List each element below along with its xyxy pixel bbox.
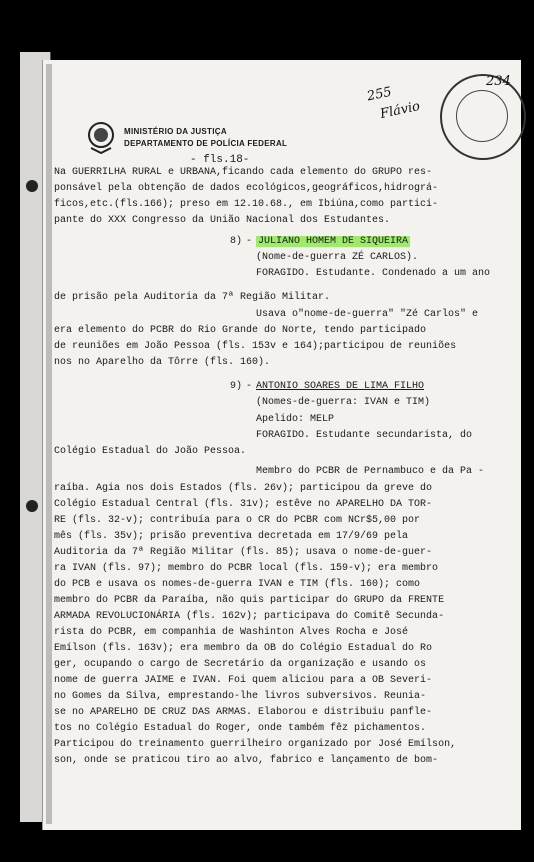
text-line: tos no Colégio Estadual do Roger, onde também fêz pichamentos. [54,723,427,734]
page-fold-shadow [46,64,52,824]
text-line: FORAGIDO. Estudante secundarista, do [256,430,473,441]
dash: - [246,236,253,247]
text-line: mês (fls. 35v); prisão preventiva decretada em 17/9/69 pela [54,531,409,542]
stamp-page-number: 234 [486,74,511,89]
text-line: era elemento do PCBR do Rio Grande do Norte, tendo participado [54,325,427,336]
text-line: Auditoria da 7ª Região Militar (fls. 85); usava o nome-de-guer- [54,547,433,558]
text-line: rista do PCBR, em companhia de Washinton Alves Rocha e José [54,627,409,638]
text-line: ger, ocupando o cargo de Secretário da organização e usando os [54,659,427,670]
department-title: DEPARTAMENTO DE POLÍCIA FEDERAL [124,139,288,148]
entry-number: 9) [230,381,243,392]
binder-hole-icon [26,500,38,512]
entry-alias: (Nome-de-guerra ZÉ CARLOS). [256,252,419,263]
text-line: raíba. Agia nos dois Estados (fls. 26v); participou da greve do [54,483,433,494]
text-line: pante do XXX Congresso da União Nacional dos Estudantes. [54,215,391,226]
text-line: Colégio Estadual do João Pessoa. [54,446,247,457]
text-line: membro do PCBR da Paraíba, não quis participar do GRUPO da FRENTE [54,595,445,606]
handwritten-signature: Flávio [378,98,422,123]
dash: - [246,381,253,392]
text-line: se no APARELHO DE CRUZ DAS ARMAS. Elaborou e distribuiu panfle- [54,707,433,718]
text-line: Na GUERRILHA RURAL e URBANA,ficando cada elemento do GRUPO res- [54,167,433,178]
text-line: Usava o"nome-de-guerra" "Zé Carlos" e [256,309,479,320]
page-number: - fls.18- [190,154,250,166]
text-line: nos no Aparelho da Tôrre (fls. 160). [54,357,271,368]
department-stamp [440,74,526,160]
text-line: FORAGIDO. Estudante. Condenado a um ano [256,268,491,279]
entry-alias: (Nomes-de-guerra: IVAN e TIM) [256,397,431,408]
text-line: Colégio Estadual Central (fls. 31v); estêve no APARELHO DA TOR- [54,499,433,510]
text-line: RE (fls. 32-v); contribuía para o CR do PCBR com NCr$5,00 por [54,515,421,526]
text-line: nome de guerra JAIME e IVAN. Foi quem aliciou para a OB Severi- [54,675,433,686]
text-line: de prisão pela Auditoria da 7ª Região Militar. [54,292,331,303]
entry-apelido: Apelido: MELP [256,414,335,425]
text-line: ponsável pela obtenção de dados ecológicos,geográficos,hidrográ- [54,183,439,194]
coat-of-arms-icon [86,120,116,154]
handwritten-number: 255 [365,84,394,105]
text-line: son, onde se praticou tiro ao alvo, fabrico e lançamento de bom- [54,755,439,766]
binder-hole-icon [26,180,38,192]
text-line: de reuniões em João Pessoa (fls. 153v e 164);participou de reuniões [54,341,457,352]
text-line: ARMADA REVOLUCIONÁRIA (fls. 162v); participava do Comitê Secunda- [54,611,445,622]
entry-name: ANTONIO SOARES DE LIMA FILHO [256,381,425,392]
text-line: Emílson (fls. 163v); era membro da OB do Colégio Estadual do Ro [54,643,433,654]
highlighted-name: JULIANO HOMEM DE SIQUEIRA [258,236,409,247]
text-line: ra IVAN (fls. 97); membro do PCBR local (fls. 159-v); era membro [54,563,439,574]
ministry-title: MINISTÉRIO DA JUSTIÇA [124,127,227,136]
text-line: Participou do treinamento guerrilheiro organizado por José Emílson, [54,739,457,750]
entry-number: 8) [230,236,243,247]
text-line: no Gomes da Silva, emprestando-lhe livros subversivos. Reunia- [54,691,427,702]
text-line: Membro do PCBR de Pernambuco e da Pa - [256,466,485,477]
text-line: ficos,etc.(fls.166); preso em 12.10.68., em Ibiúna,como partici- [54,199,439,210]
entry-name [256,236,410,247]
text-line: do PCB e usava os nomes-de-guerra IVAN e TIM (fls. 160); como [54,579,421,590]
